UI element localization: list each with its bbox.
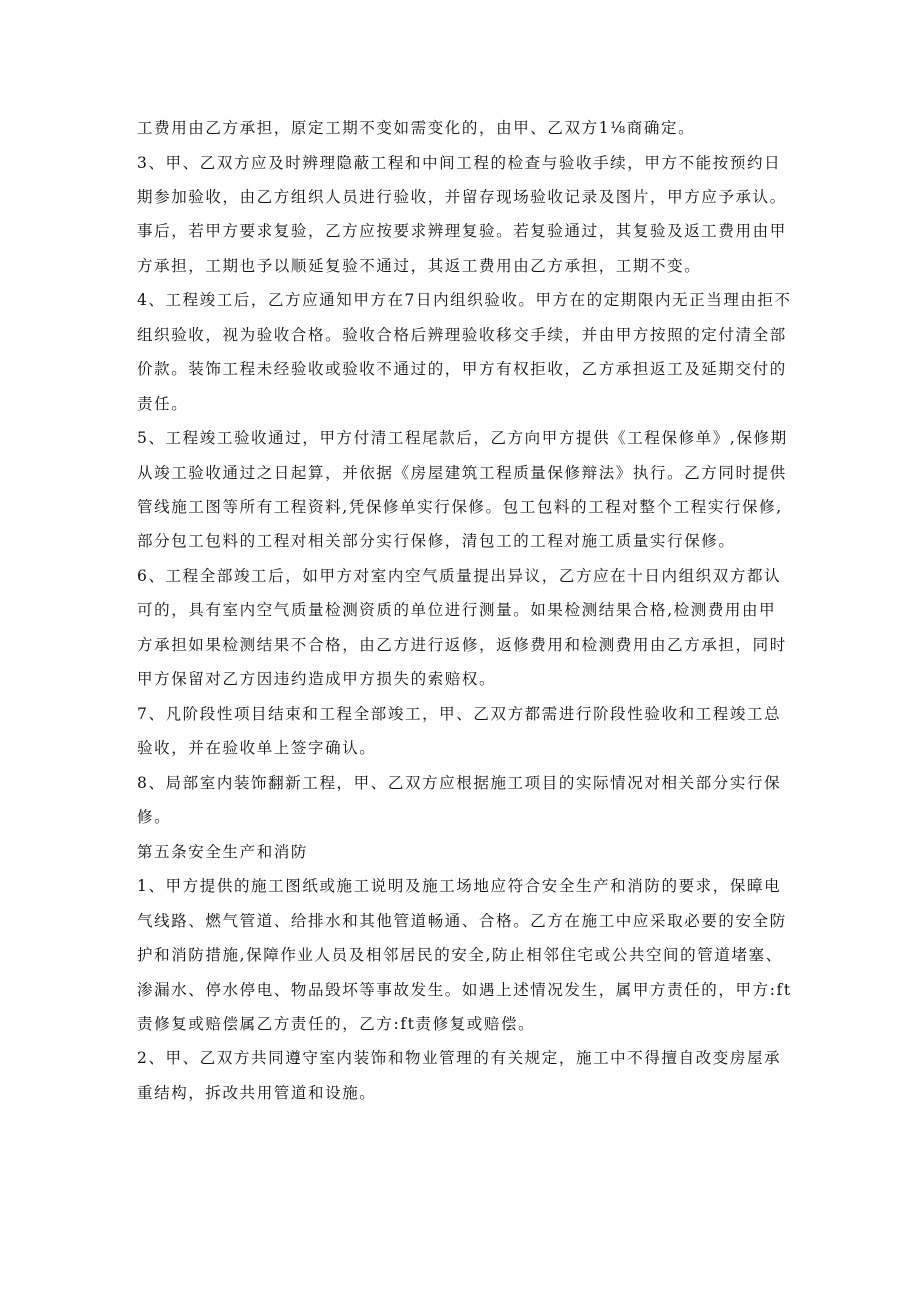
text-line: 验收，并在验收单上签字确认。	[137, 739, 377, 757]
text-line: 甲方保留对乙方因违约造成甲方损失的索赔权。	[137, 670, 497, 688]
text-line: 部分包工包料的工程对相关部分实行保修，清包工的工程对施工质量实行保修。	[137, 532, 736, 550]
text-line: 价款。装饰工程未经验收或验收不通过的，甲方有权拒收，乙方承担返工及延期交付的	[137, 360, 787, 378]
text-line: 责任。	[137, 395, 189, 413]
text-line: 责修复或赔偿属乙方责任的，乙方:ft责修复或赔偿。	[137, 1015, 536, 1033]
text-line: 重结构，拆改共用管道和设施。	[137, 1084, 377, 1102]
text-line: 7、凡阶段性项目结束和工程全部竣工，甲、乙双方都需进行阶段性验收和工程竣工总	[137, 705, 782, 723]
text-line: 1、甲方提供的施工图纸或施工说明及施工场地应符合安全生产和消防的要求，保暲电	[137, 877, 782, 895]
text-line: 修。	[137, 808, 172, 826]
text-line: 方承担，工期也予以顺延复验不通过，其返工费用由乙方承担，工期不变。	[137, 257, 702, 275]
text-line: 6、工程全部竣工后，如甲方对室内空气质量提出异议，乙方应在十日内组织双方都认	[137, 567, 782, 585]
text-line: 渗漏水、停水停电、物品毁坏等事故发生。如遇上述情况发生，属甲方责任的，甲方:ft	[137, 981, 792, 999]
text-line: 护和消防措施,保障作业人员及相邻居民的安全,防止相邻住宅或公共空间的管道堵塞、	[137, 946, 783, 964]
text-line: 管线施工图等所有工程资料,凭保修单实行保修。包工包料的工程对整个工程实行保修,	[137, 498, 783, 516]
text-line: 期参加验收，由乙方组织人员进行验收，并留存现场验收记录及图片，甲方应予承认。	[137, 188, 787, 206]
text-line: 事后，若甲方要求复验，乙方应按要求辨理复验。若复验通过，其复验及返工费用由甲	[137, 222, 787, 240]
text-line: 气线路、燃气管道、给排水和其他管道畅通、合格。乙方在施工中应采取必要的安全防	[137, 912, 787, 930]
section-heading: 第五条安全生产和消防	[137, 843, 309, 861]
text-line: 8、局部室内装饰翻新工程，甲、乙双方应根据施工项目的实际情况对相关部分实行保	[137, 774, 782, 792]
text-line: 方承担如果检测结果不合格，由乙方进行返修，返修费用和检测费用由乙方承担，同时	[137, 636, 787, 654]
text-line: 可的，具有室内空气质量检测资质的单位进行测量。如果检测结果合格,检测费用由甲	[137, 601, 777, 619]
text-line: 2、甲、乙双方共同遵守室内装饰和物业管理的有关规定，施工中不得擅自改变房屋承	[137, 1049, 782, 1067]
text-line: 工费用由乙方承担，原定工期不变如需变化的，由甲、乙双方1⅛商确定。	[137, 119, 696, 137]
text-line: 从竣工验收通过之日起算，并依据《房屋建筑工程质量保修辩法》执行。乙方同时提供	[137, 464, 787, 482]
text-line: 5、工程竣工验收通过，甲方付清工程尾款后，乙方向甲方提供《工程保修单》,保修期	[137, 429, 788, 447]
text-line: 4、工程竣工后，乙方应通知甲方在7日内组织验收。甲方在的定期限内无正当理由拒不	[137, 291, 792, 309]
text-line: 3、甲、乙双方应及时辨理隐蔽工程和中间工程的检查与验收手续，甲方不能按预约日	[137, 154, 782, 172]
text-line: 组织验收，视为验收合格。验收合格后辨理验收移交手续，并由甲方按照的定付清全部	[137, 326, 787, 344]
